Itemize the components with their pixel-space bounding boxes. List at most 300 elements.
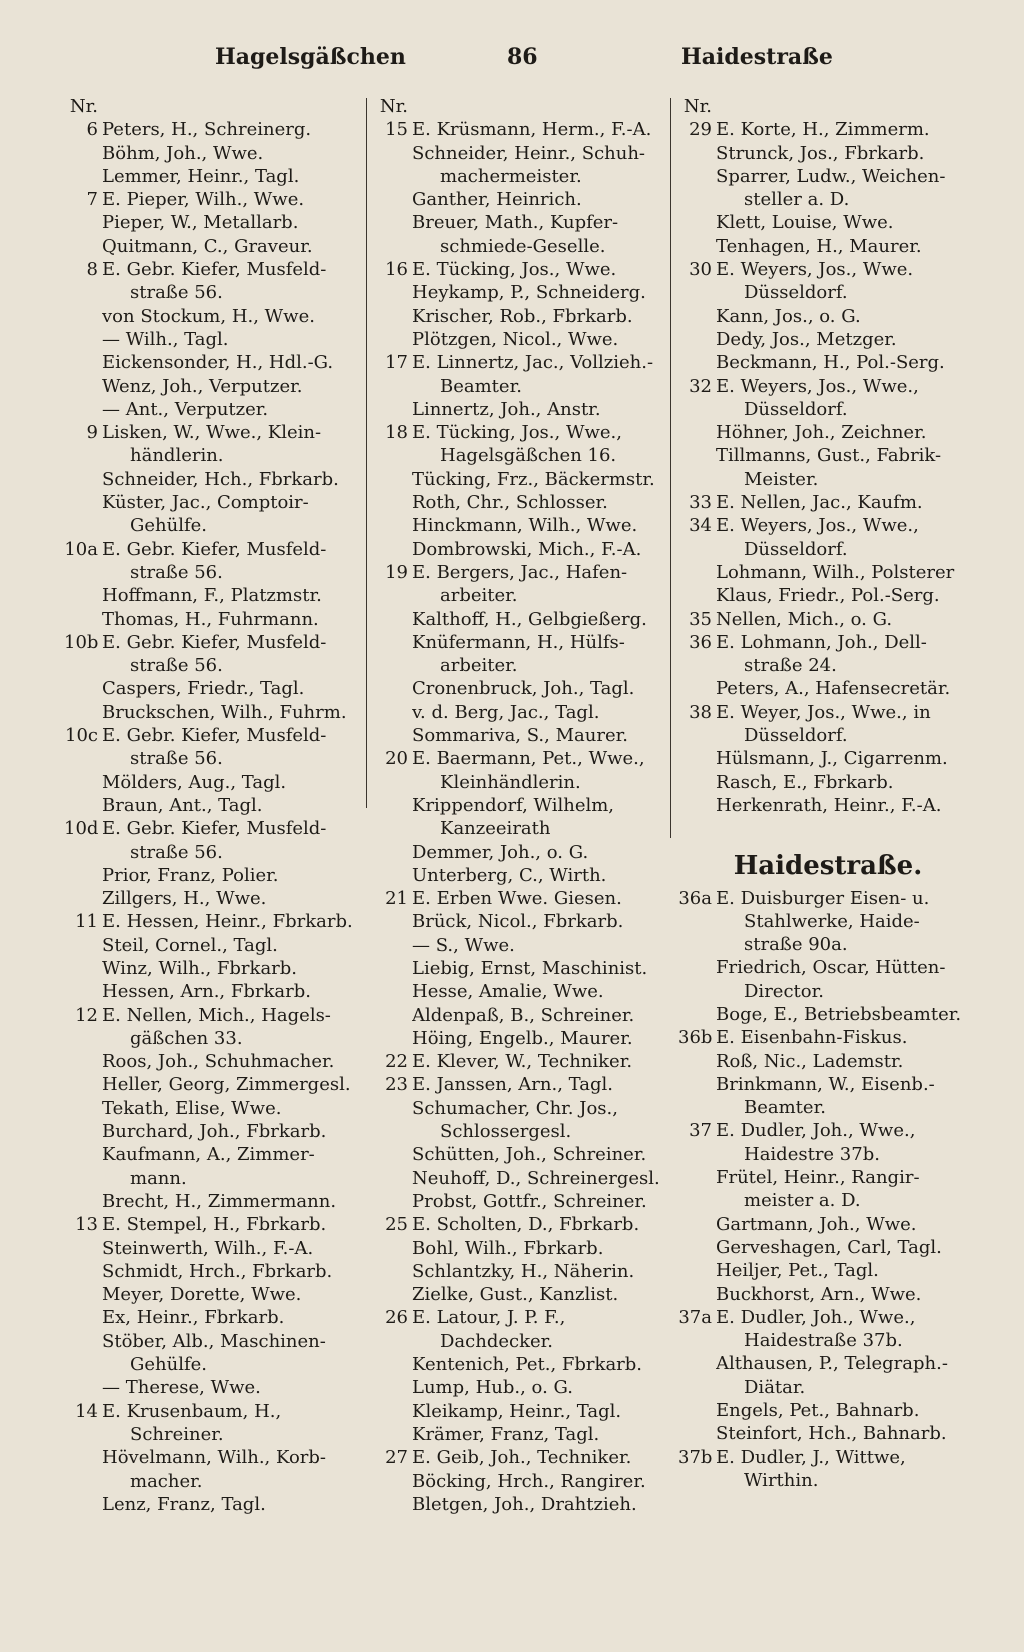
house-number (678, 1399, 716, 1422)
directory-line (374, 305, 670, 328)
resident-entry: Thomas, H., Fuhrmann. (102, 608, 319, 630)
resident-entry: Braun, Ant., Tagl. (102, 794, 263, 816)
directory-line (64, 375, 364, 398)
resident-entry: straße 24. (744, 655, 837, 677)
directory-line (64, 980, 364, 1003)
resident-entry: E. Nellen, Jac., Kaufm. (716, 492, 923, 514)
resident-entry: händlerin. (130, 445, 224, 467)
directory-line (678, 910, 978, 933)
house-number: 10c (65, 725, 98, 747)
house-number (374, 235, 412, 258)
directory-line (678, 1422, 978, 1445)
house-number (374, 491, 412, 514)
house-number (64, 305, 102, 328)
resident-entry: Burchard, Joh., Fbrkarb. (102, 1121, 327, 1143)
resident-entry: Tekath, Elise, Wwe. (102, 1097, 282, 1119)
resident-entry: E. Dudler, Joh., Wwe., (716, 1306, 916, 1328)
house-number (678, 421, 716, 444)
directory-line (678, 1119, 978, 1142)
house-number (64, 281, 102, 304)
directory-line (64, 794, 364, 817)
house-number (678, 1143, 716, 1166)
directory-line (374, 794, 670, 817)
resident-entry: Unterberg, C., Wirth. (412, 864, 607, 886)
resident-entry: Buckhorst, Arn., Wwe. (716, 1283, 922, 1305)
directory-line (64, 118, 364, 141)
directory-line (374, 747, 670, 770)
house-number (64, 980, 102, 1003)
directory-line (64, 771, 364, 794)
house-number (678, 1073, 716, 1096)
resident-entry: Heller, Georg, Zimmergesl. (102, 1074, 351, 1096)
house-number: 21 (385, 888, 408, 910)
directory-line (678, 1259, 978, 1282)
house-number (374, 1097, 412, 1120)
house-number (374, 514, 412, 537)
directory-line (678, 956, 978, 979)
house-number: 25 (385, 1214, 408, 1236)
house-number (678, 281, 716, 304)
house-number (64, 1353, 102, 1376)
resident-entry: Küster, Jac., Comptoir- (102, 492, 309, 514)
house-number (678, 444, 716, 467)
directory-line (64, 584, 364, 607)
resident-entry: E. Krüsmann, Herm., F.-A. (412, 119, 652, 141)
directory-line (374, 351, 670, 374)
directory-line (374, 514, 670, 537)
resident-entry: Winz, Wilh., Fbrkarb. (102, 957, 298, 979)
directory-line (678, 258, 978, 281)
directory-line (678, 1213, 978, 1236)
directory-line (374, 677, 670, 700)
directory-line (64, 1190, 364, 1213)
directory-line (678, 351, 978, 374)
house-number (678, 1376, 716, 1399)
house-number: 17 (385, 352, 408, 374)
house-number (678, 305, 716, 328)
directory-line (678, 1050, 978, 1073)
directory-line (678, 281, 978, 304)
directory-line (374, 957, 670, 980)
directory-line (374, 771, 670, 794)
resident-entry: E. Gebr. Kiefer, Musfeld- (102, 631, 327, 653)
house-number (678, 235, 716, 258)
directory-line (64, 817, 364, 840)
resident-entry: Quitmann, C., Graveur. (102, 235, 313, 257)
directory-line (374, 608, 670, 631)
resident-entry: Brecht, H., Zimmermann. (102, 1190, 337, 1212)
resident-entry: Hoffmann, F., Platzmstr. (102, 585, 322, 607)
house-number (64, 677, 102, 700)
directory-line (64, 841, 364, 864)
directory-line (64, 1027, 364, 1050)
house-number (374, 281, 412, 304)
house-number (64, 1306, 102, 1329)
resident-entry: Düsseldorf. (744, 282, 848, 304)
directory-line (64, 514, 364, 537)
directory-line (374, 1446, 670, 1469)
directory-line (374, 1050, 670, 1073)
house-number (64, 1097, 102, 1120)
resident-entry: Gehülfe. (130, 1354, 208, 1376)
directory-line (64, 1330, 364, 1353)
house-number (678, 1096, 716, 1119)
resident-entry: Kentenich, Pet., Fbrkarb. (412, 1354, 643, 1376)
house-number: 23 (385, 1074, 408, 1096)
directory-line (64, 1237, 364, 1260)
directory-line (64, 421, 364, 444)
directory-line (64, 724, 364, 747)
house-number (64, 1167, 102, 1190)
house-number (678, 188, 716, 211)
directory-line (678, 118, 978, 141)
resident-entry: Wirthin. (744, 1469, 819, 1491)
resident-entry: Cronenbruck, Joh., Tagl. (412, 678, 635, 700)
resident-entry: Lump, Hub., o. G. (412, 1377, 573, 1399)
resident-entry: von Stockum, H., Wwe. (102, 305, 315, 327)
resident-entry: Meister. (744, 468, 819, 490)
resident-entry: Haidestre 37b. (744, 1143, 880, 1165)
resident-entry: Bruckschen, Wilh., Fuhrm. (102, 701, 347, 723)
house-number (374, 398, 412, 421)
resident-entry: straße 56. (130, 655, 223, 677)
house-number (374, 910, 412, 933)
directory-line (64, 165, 364, 188)
resident-entry: E. Gebr. Kiefer, Musfeld- (102, 725, 327, 747)
resident-entry: Frütel, Heinr., Rangir- (716, 1167, 920, 1189)
house-number (678, 980, 716, 1003)
house-number: 7 (86, 189, 98, 211)
resident-entry: Höing, Engelb., Maurer. (412, 1027, 633, 1049)
resident-entry: Beamter. (744, 1097, 826, 1119)
house-number: 16 (385, 259, 408, 281)
resident-entry: Kanzeeirath (440, 818, 551, 840)
house-number (64, 328, 102, 351)
directory-line (64, 561, 364, 584)
directory-line (374, 887, 670, 910)
resident-entry: E. Pieper, Wilh., Wwe. (102, 189, 305, 211)
column-2 (374, 95, 670, 1516)
directory-line (678, 1073, 978, 1096)
house-number: 38 (689, 701, 712, 723)
directory-line (64, 142, 364, 165)
directory-line (374, 328, 670, 351)
resident-entry: — S., Wwe. (412, 934, 515, 956)
resident-entry: Beamter. (440, 375, 522, 397)
directory-line (678, 1236, 978, 1259)
house-number: 15 (385, 119, 408, 141)
house-number (374, 1283, 412, 1306)
resident-entry: Mölders, Aug., Tagl. (102, 771, 287, 793)
resident-entry: steller a. D. (744, 189, 850, 211)
directory-line (374, 258, 670, 281)
directory-line (64, 701, 364, 724)
house-number (374, 1493, 412, 1516)
resident-entry: Prior, Franz, Polier. (102, 864, 279, 886)
directory-line (64, 1306, 364, 1329)
column-divider-1 (366, 98, 367, 808)
house-number (678, 956, 716, 979)
house-number: 36a (678, 887, 712, 909)
directory-line (678, 933, 978, 956)
house-number (64, 608, 102, 631)
resident-entry: E. Tücking, Jos., Wwe., (412, 422, 622, 444)
house-number (678, 1050, 716, 1073)
directory-line (64, 1260, 364, 1283)
resident-entry: Dombrowski, Mich., F.-A. (412, 538, 642, 560)
house-number (374, 444, 412, 467)
directory-line (678, 538, 978, 561)
house-number (374, 165, 412, 188)
house-number: Nr. (379, 96, 408, 117)
resident-entry: Heykamp, P., Schneiderg. (412, 282, 646, 304)
house-number: 29 (689, 119, 712, 141)
resident-entry: E. Baermann, Pet., Wwe., (412, 748, 645, 770)
house-number (374, 654, 412, 677)
directory-line (374, 584, 670, 607)
house-number: 13 (75, 1214, 98, 1236)
page-header (0, 44, 1024, 78)
directory-line (374, 1423, 670, 1446)
house-number (678, 351, 716, 374)
house-number: 22 (385, 1051, 408, 1073)
resident-entry: Böcking, Hrch., Rangirer. (412, 1470, 646, 1492)
house-number (374, 328, 412, 351)
house-number (678, 933, 716, 956)
resident-entry: Schneider, Hch., Fbrkarb. (102, 468, 339, 490)
directory-line (374, 1376, 670, 1399)
column-1 (64, 95, 364, 1516)
resident-entry: E. Gebr. Kiefer, Musfeld- (102, 538, 327, 560)
resident-entry: Engels, Pet., Bahnarb. (716, 1400, 920, 1422)
directory-line (374, 375, 670, 398)
resident-entry: Roth, Chr., Schlosser. (412, 492, 608, 514)
directory-line (678, 421, 978, 444)
resident-entry: Zielke, Gust., Kanzlist. (412, 1284, 619, 1306)
directory-line (678, 631, 978, 654)
resident-entry: E. Korte, H., Zimmerm. (716, 119, 930, 141)
directory-line (374, 631, 670, 654)
directory-line (374, 1283, 670, 1306)
header-right-street: Haidestraße (681, 44, 833, 70)
directory-line (678, 444, 978, 467)
resident-entry: Roß, Nic., Lademstr. (716, 1050, 904, 1072)
resident-entry: straße 56. (130, 282, 223, 304)
resident-entry: mann. (130, 1167, 187, 1189)
resident-entry: Lohmann, Wilh., Polsterer (716, 561, 955, 583)
directory-line (678, 1306, 978, 1329)
resident-entry: Boge, E., Betriebsbeamter. (716, 1003, 962, 1025)
directory-line (374, 142, 670, 165)
resident-entry: Krämer, Franz, Tagl. (412, 1423, 600, 1445)
directory-line (64, 864, 364, 887)
house-number (678, 1166, 716, 1189)
resident-entry: Böhm, Joh., Wwe. (102, 142, 264, 164)
house-number (64, 561, 102, 584)
house-number (678, 211, 716, 234)
resident-entry: Schlantzky, H., Näherin. (412, 1260, 635, 1282)
house-number (374, 701, 412, 724)
resident-entry: Althausen, P., Telegraph.- (716, 1353, 948, 1375)
directory-line (64, 1423, 364, 1446)
directory-line (374, 95, 670, 118)
house-number (678, 654, 716, 677)
directory-line (678, 165, 978, 188)
directory-line (678, 747, 978, 770)
directory-line (678, 491, 978, 514)
resident-entry: Sparrer, Ludw., Weichen- (716, 165, 946, 187)
house-number (678, 1469, 716, 1492)
header-left-street: Hagelsgäßchen (215, 44, 406, 70)
resident-entry: E. Scholten, D., Fbrkarb. (412, 1214, 640, 1236)
directory-line (374, 561, 670, 584)
resident-entry: Ganther, Heinrich. (412, 189, 582, 211)
resident-entry: Krippendorf, Wilhelm, (412, 794, 615, 816)
directory-line (678, 677, 978, 700)
resident-entry: Herkenrath, Heinr., F.-A. (716, 794, 942, 816)
resident-entry: Tücking, Frz., Bäckermstr. (412, 468, 655, 490)
house-number (64, 1470, 102, 1493)
house-number (374, 188, 412, 211)
directory-line (678, 375, 978, 398)
directory-line (64, 305, 364, 328)
directory-line (64, 1446, 364, 1469)
house-number (678, 561, 716, 584)
directory-line (374, 491, 670, 514)
directory-line (64, 1470, 364, 1493)
house-number (374, 1400, 412, 1423)
directory-line (374, 1143, 670, 1166)
directory-line (678, 794, 978, 817)
resident-entry: straße 56. (130, 561, 223, 583)
resident-entry: Schreiner. (130, 1423, 224, 1445)
resident-entry: Kleinhändlerin. (440, 771, 581, 793)
house-number (64, 491, 102, 514)
resident-entry: Neuhoff, D., Schreinergesl. (412, 1167, 660, 1189)
directory-line (374, 1213, 670, 1236)
directory-line (678, 561, 978, 584)
resident-entry: E. Weyer, Jos., Wwe., in (716, 701, 931, 723)
resident-entry: Hülsmann, J., Cigarrenm. (716, 748, 948, 770)
directory-line (374, 1190, 670, 1213)
house-number: 10a (64, 538, 98, 560)
resident-entry: Lemmer, Heinr., Tagl. (102, 165, 300, 187)
resident-entry: Schmidt, Hrch., Fbrkarb. (102, 1260, 333, 1282)
resident-entry: E. Janssen, Arn., Tagl. (412, 1074, 613, 1096)
directory-line (64, 1283, 364, 1306)
house-number: 26 (385, 1307, 408, 1329)
directory-line (64, 1120, 364, 1143)
house-number (64, 654, 102, 677)
house-number (678, 677, 716, 700)
resident-entry: E. Tücking, Jos., Wwe. (412, 259, 617, 281)
directory-line (374, 1097, 670, 1120)
directory-line (678, 1143, 978, 1166)
resident-entry: E. Weyers, Jos., Wwe., (716, 515, 919, 537)
house-number (678, 468, 716, 491)
directory-line (374, 235, 670, 258)
resident-entry: E. Geib, Joh., Techniker. (412, 1447, 632, 1469)
house-number (64, 375, 102, 398)
resident-entry: Schneider, Heinr., Schuh- (412, 142, 646, 164)
resident-entry: E. Gebr. Kiefer, Musfeld- (102, 818, 327, 840)
house-number (64, 584, 102, 607)
resident-entry: Friedrich, Oscar, Hütten- (716, 957, 946, 979)
house-number (678, 1352, 716, 1375)
directory-line (374, 165, 670, 188)
house-number: 11 (75, 911, 98, 933)
house-number (678, 165, 716, 188)
directory-line (678, 235, 978, 258)
directory-line (64, 1050, 364, 1073)
house-number (374, 305, 412, 328)
directory-line (64, 328, 364, 351)
directory-line (374, 980, 670, 1003)
house-number: 36b (678, 1027, 713, 1049)
directory-line (64, 188, 364, 211)
house-number: 35 (689, 608, 712, 630)
house-number (678, 584, 716, 607)
house-number (374, 1167, 412, 1190)
directory-line (64, 747, 364, 770)
directory-line (64, 1167, 364, 1190)
resident-entry: Ex, Heinr., Fbrkarb. (102, 1307, 285, 1329)
house-number (678, 1003, 716, 1026)
house-number (374, 864, 412, 887)
directory-line (374, 1400, 670, 1423)
directory-line (374, 1306, 670, 1329)
house-number (374, 375, 412, 398)
resident-entry: Heiljer, Pet., Tagl. (716, 1260, 879, 1282)
resident-entry: Lenz, Franz, Tagl. (102, 1493, 266, 1515)
directory-line (374, 934, 670, 957)
directory-line (678, 1376, 978, 1399)
house-number (374, 538, 412, 561)
house-number (64, 934, 102, 957)
resident-entry: Brück, Nicol., Fbrkarb. (412, 911, 624, 933)
resident-entry: Steinfort, Hch., Bahnarb. (716, 1423, 947, 1445)
directory-line (678, 1166, 978, 1189)
directory-line (64, 235, 364, 258)
house-number: 27 (385, 1447, 408, 1469)
section-heading: Haidestraße. (733, 850, 923, 881)
resident-entry (412, 95, 670, 118)
house-number (64, 1027, 102, 1050)
directory-line (678, 1003, 978, 1026)
resident-entry: Schlossergesl. (440, 1121, 572, 1143)
directory-line (374, 1353, 670, 1376)
house-number (374, 211, 412, 234)
directory-line (678, 608, 978, 631)
column-3 (678, 95, 978, 1492)
resident-entry: Dachdecker. (440, 1330, 554, 1352)
house-number (64, 771, 102, 794)
resident-entry: Liebig, Ernst, Maschinist. (412, 957, 648, 979)
directory-line (678, 398, 978, 421)
house-number (374, 608, 412, 631)
directory-line (374, 1073, 670, 1096)
house-number (678, 1283, 716, 1306)
house-number (678, 747, 716, 770)
directory-line (678, 980, 978, 1003)
resident-entry: straße 56. (130, 748, 223, 770)
directory-line (374, 910, 670, 933)
directory-line (374, 398, 670, 421)
house-number (374, 957, 412, 980)
directory-line (64, 281, 364, 304)
house-number (64, 444, 102, 467)
house-number (374, 1423, 412, 1446)
